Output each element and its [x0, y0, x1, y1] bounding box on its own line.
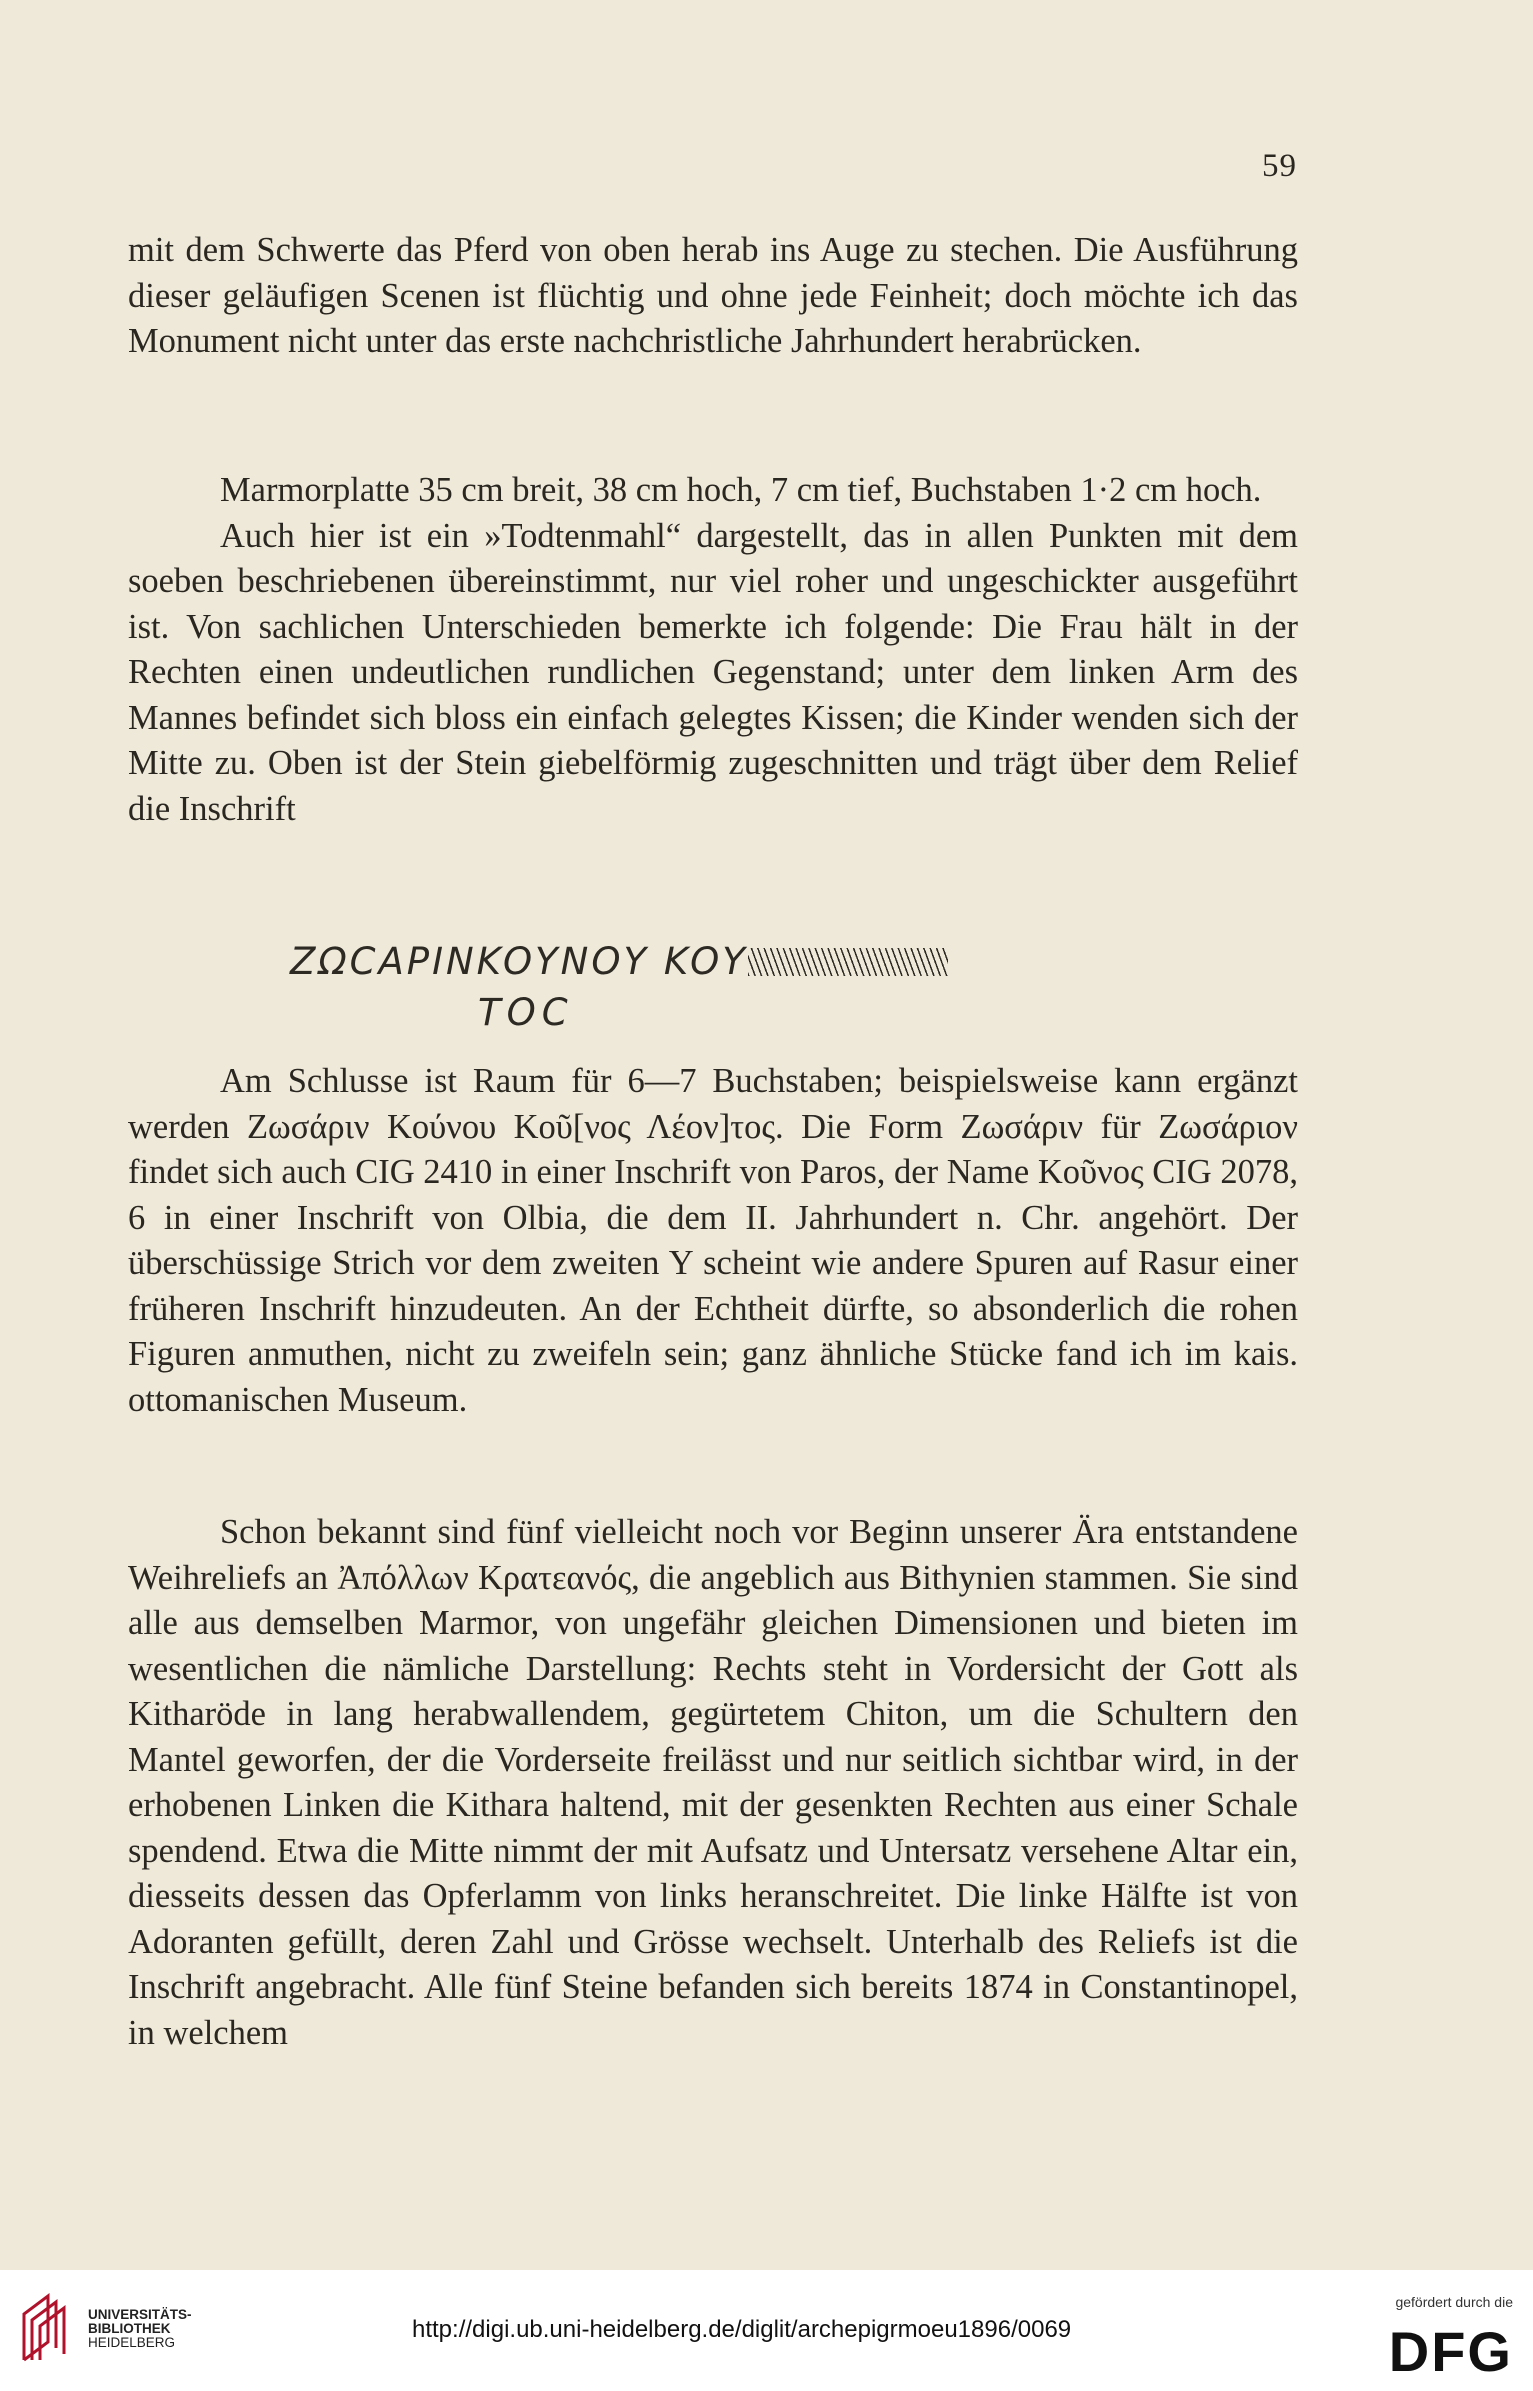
text-block-3: [128, 1059, 1298, 1423]
library-name: UNIVERSITÄTS- BIBLIOTHEK HEIDELBERG: [88, 2307, 192, 2350]
paragraph: mit dem Schwerte das Pferd von oben herab ins Auge zu stechen. Die Ausführung dieser geläufigen Scenen ist flüchtig und ohne jede Feinheit; doch möchte ich das Monument nicht unter das erste nachchristliche Jahrhundert herabrücken.: [128, 231, 1298, 360]
dfg-logo: DFG: [1388, 2320, 1513, 2383]
paragraph: Am Schlusse ist Raum für 6—7 Buchstaben; beispielsweise kann ergänzt werden Ζωσάριν Κούνου Κοῦ[νος Λέον]τος. Die Form Ζωσάριν für Ζωσάριον findet sich auch CIG 2410 in einer Inschrift von Paros, der Name Κοῦνος CIG 2078, 6 in einer Inschrift von Olbia, die dem II. Jahrhundert n. Chr. angehört. Der überschüssige Strich vor dem zweiten Y scheint wie andere Spuren auf Rasur einer früheren Inschrift hinzudeuten. An der Echtheit dürfte, so absonderlich die rohen Figuren anmuthen, nicht zu zweifeln sein; ganz ähnliche Stücke fand ich im kais. ottomanischen Museum.: [128, 1062, 1298, 1419]
paragraph: Auch hier ist ein »Todtenmahl“ dargestellt, das in allen Punkten mit dem soeben beschriebenen übereinstimmt, nur viel roher und ungeschickter ausgeführt ist. Von sachlichen Unterschieden bemerkte ich folgende: Die Frau hält in der Rechten einen undeutlichen rundlichen Gegenstand; unter dem linken Arm des Mannes befindet sich bloss ein einfach gelegtes Kissen; die Kinder wenden sich der Mitte zu. Oben ist der Stein giebelförmig zugeschnitten und trägt über dem Relief die Inschrift: [128, 516, 1298, 828]
permalink-url[interactable]: http://digi.ub.uni-heidelberg.de/diglit/archepigrmoeu1896/0069: [412, 2316, 1072, 2343]
funding-note: gefördert durch die: [1395, 2294, 1513, 2310]
university-library-logo-icon: [16, 2290, 78, 2362]
inscription-line-2: TOC: [478, 991, 574, 1034]
page-number: 59: [1262, 148, 1297, 184]
text-block-1: [128, 228, 1298, 365]
digitization-footer: [0, 2270, 1533, 2391]
text-block-2: [128, 468, 1298, 832]
inscription-line-1-text: ΖΩCAPINKOYNOY KOY: [290, 940, 748, 983]
erasure-hatching: [748, 948, 948, 976]
paragraph: Schon bekannt sind fünf vielleicht noch vor Beginn unserer Ära entstandene Weihreliefs an Ἀπόλλων Κρατεανός, die angeblich aus Bithynien stammen. Sie sind alle aus demselben Marmor, von ungefähr gleichen Dimensionen und bieten im wesentlichen die nämliche Darstellung: Rechts steht in Vordersicht der Gott als Kitharöde in lang herabwallendem, gegürtetem Chiton, um die Schultern den Mantel geworfen, der die Vorderseite freilässt und nur seitlich sichtbar wird, in der erhobenen Linken die Kithara haltend, mit der gesenkten Rechten aus einer Schale spendend. Etwa die Mitte nimmt der mit Aufsatz und Untersatz versehene Altar ein, diesseits dessen das Opferlamm von links heranschreitet. Die linke Hälfte ist von Adoranten gefüllt, deren Zahl und Grösse wechselt. Unterhalb des Reliefs ist die Inschrift angebracht. Alle fünf Steine befanden sich bereits 1874 in Constantinopel, in welchem: [128, 1513, 1298, 2052]
inscription: [290, 940, 1190, 1034]
inscription-line-1: [290, 940, 1190, 983]
paragraph: Marmorplatte 35 cm breit, 38 cm hoch, 7 cm tief, Buchstaben 1·2 cm hoch.: [220, 471, 1262, 509]
text-block-4: [128, 1510, 1298, 2056]
